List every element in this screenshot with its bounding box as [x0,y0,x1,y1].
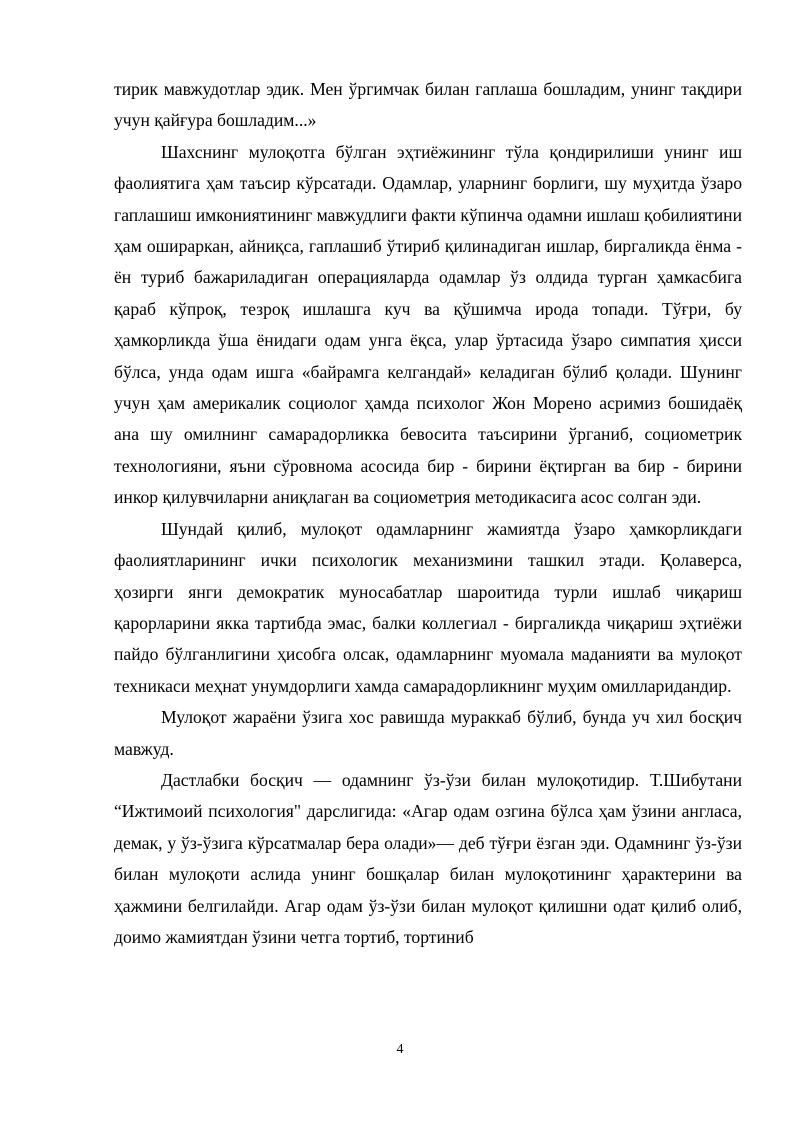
paragraph-5: Дастлабки босқич — одамнинг ўз-ўзи билан мулоқотидир. Т.Шибутани “Ижтимоий психология" дарслигида: «Агар одам озгина бўлса ҳам ўзини англаса, демак, у ўз-ўзига кўрсатмалар бера олади»— деб тўғри ёзган эди. Одамнинг ўз-ўзи билан мулоқоти аслида унинг бошқалар билан мулоқотининг ҳарактерини ва ҳажмини белгилайди. Агар одам ўз-ўзи билан мулоқот қилишни одат қилиб олиб, доимо жамиятдан ўзини четга тортиб, тортиниб [114,769,742,947]
page-number: 4 [396,1042,404,1057]
paragraph-1: тирик мавжудотлар эдик. Мен ўргимчак билан гаплаша бошладим, унинг тақдири учун қайғура бошладим...» [114,79,742,131]
paragraph-2: Шахснинг мулоқотга бўлган эҳтиёжининг тўла қондирилиши унинг иш фаолиятига ҳам таъсир кўрсатади. Одамлар, уларнинг борлиги, шу муҳитда ўзаро гаплашиш имкониятининг мавжудлиги факти кўпинча одамни ишлаш қобилиятини ҳам ошираркан, айниқса, гаплашиб ўтириб қилинадиган ишлар, биргаликда ёнма - ён туриб бажариладиган операцияларда одамлар ўз олдида турган ҳамкасбига қараб кўпроқ, тезроқ ишлашга куч ва қўшимча ирода топади. Тўғри, бу ҳамкорликда ўша ёнидаги одам унга ёқса, улар ўртасида ўзаро симпатия ҳисси бўлса, унда одам ишга «байрамга келгандай» келадиган бўлиб қолади. Шунинг учун ҳам америкалик социолог ҳамда психолог Жон Морено асримиз бошидаёқ ана шу омилнинг самарадорликка бевосита таъсирини ўрганиб, социометрик технологияни, яъни сўровнома асосида бир - бирини ёқтирган ва бир - бирини инкор қилувчиларни аниқлаган ва социометрия методикасига асос солган эди. [114,141,742,508]
paragraph-3: Шундай қилиб, мулоқот одамларнинг жамиятда ўзаро ҳамкорликдаги фаолиятларининг ички психологик механизмини ташкил этади. Қолаверса, ҳозирги янги демократик муносабатлар шароитида турли ишлаб чиқариш қарорларини якка тартибда эмас, балки коллегиал - биргаликда чиқариш эҳтиёжи пайдо бўлганлигини ҳисобга олсак, одамларнинг муомала маданияти ва мулоқот техникаси меҳнат унумдорлиги хамда самарадорликнинг муҳим омилларидандир. [114,518,742,696]
document-body [114,74,742,953]
paragraph-4: Мулоқот жараёни ўзига хос равишда мураккаб бўлиб, бунда уч хил босқич мавжуд. [114,707,742,759]
